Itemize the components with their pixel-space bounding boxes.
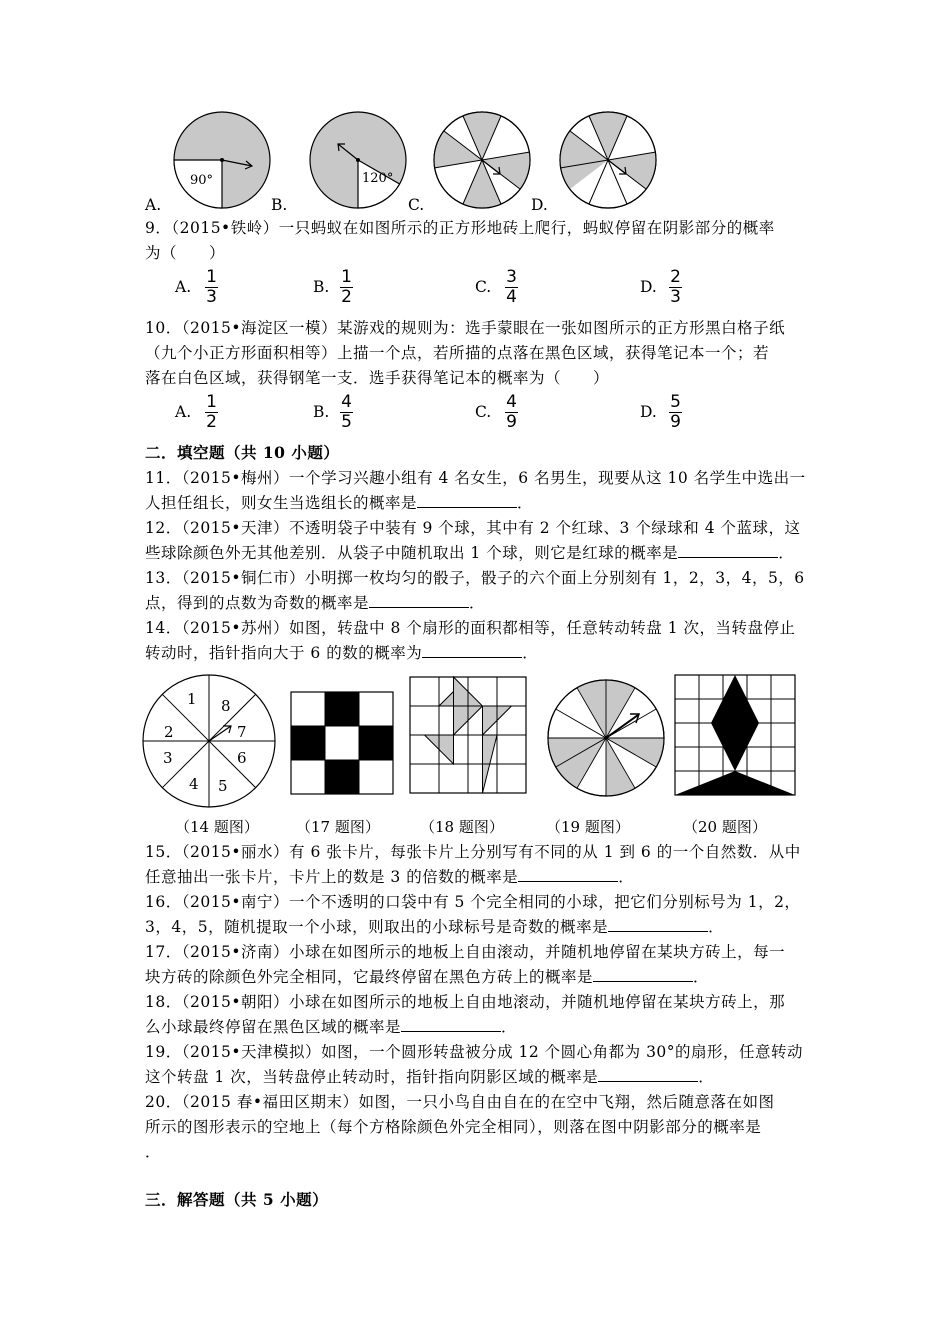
q10-option-a-label: A.	[175, 403, 192, 421]
q9-option-b-fraction: 1 2	[341, 267, 352, 308]
q9-option-d-label: D.	[640, 278, 657, 296]
q18-line-2: 么小球最终停留在黑色区域的概率是 ．	[145, 1018, 518, 1036]
q15-line-1: 15．（2015•丽水）有 6 张卡片，每张卡片上分别写有不同的从 1 到 6 的一个自然数．从中	[145, 843, 801, 861]
q19-line-1: 19．（2015•天津模拟）如图，一个圆形转盘被分成 12 个圆心角都为 30°的扇形，任意转动	[145, 1043, 804, 1061]
section-2-heading: 二．填空题（共 10 小题）	[145, 443, 340, 462]
q12-answer-blank[interactable]	[678, 543, 778, 558]
q10-option-b-label: B.	[313, 403, 330, 421]
q16-line-2: 3，4，5，随机提取一个小球，则取出的小球标号是奇数的概率是 ．	[145, 918, 725, 936]
fig-option-b: B.	[271, 196, 288, 214]
q9-option-c-label: C.	[475, 278, 492, 296]
q10-line-3: 落在白色区域，获得钢笔一支．选手获得笔记本的概率为（ ）	[145, 369, 610, 387]
wheel-14	[143, 675, 275, 807]
q11-line-1: 11．（2015•梅州）一个学习兴趣小组有 4 名女生，6 名男生，现要从这 10 名学生中选出一	[145, 469, 806, 487]
caption-18: （18 题图）	[420, 818, 504, 836]
q9-option-b-label: B.	[313, 278, 330, 296]
spinner-b-120	[310, 112, 406, 208]
wheel-14-number: 2	[164, 723, 174, 741]
spinner-a-90	[174, 112, 270, 208]
grid-20	[675, 675, 795, 795]
q19-answer-blank[interactable]	[598, 1067, 698, 1082]
wheel-14-number: 8	[221, 697, 231, 715]
q14-line-1: 14．（2015•苏州）如图，转盘中 8 个扇形的面积都相等，任意转动转盘 1 次，当转盘停止	[145, 619, 796, 637]
q9-option-d-fraction: 2 3	[670, 267, 681, 308]
q19-line-2: 这个转盘 1 次，当转盘停止转动时，指针指向阴影区域的概率是 ．	[145, 1068, 715, 1086]
caption-17: （17 题图）	[296, 818, 380, 836]
grid-17	[291, 692, 393, 794]
q13-line-1: 13．（2015•铜仁市）小明掷一枚均匀的骰子，骰子的六个面上分别刻有 1，2，3，4，5，6	[145, 569, 805, 587]
q20-line-3: ．	[145, 1143, 162, 1161]
wheel-14-number: 1	[187, 690, 197, 708]
wheel-14-number: 7	[237, 723, 247, 741]
q18-answer-blank[interactable]	[401, 1017, 501, 1032]
angle-label-120: 120°	[362, 171, 394, 186]
q16-line-1: 16．（2015•南宁）一个不透明的口袋中有 5 个完全相同的小球，把它们分别标号为 1，2，	[145, 893, 801, 911]
wheel-14-number: 3	[163, 749, 173, 767]
q16-answer-blank[interactable]	[608, 917, 708, 932]
q10-option-b-fraction: 4 5	[341, 392, 352, 433]
q10-option-d-label: D.	[640, 403, 657, 421]
caption-14: （14 题图）	[175, 818, 259, 836]
q15-line-2: 任意抽出一张卡片，卡片上的数是 3 的倍数的概率是 ．	[145, 868, 635, 886]
wheel-19	[548, 680, 664, 796]
fig-option-c: C.	[408, 196, 425, 214]
q17-answer-blank[interactable]	[593, 967, 693, 982]
q20-line-1: 20．（2015 春•福田区期末）如图，一只小鸟自由自在的在空中飞翔，然后随意落在如图	[145, 1093, 775, 1111]
q10-option-c-fraction: 4 9	[506, 392, 517, 433]
q14-line-2: 转动时，指针指向大于 6 的数的概率为 ．	[145, 644, 539, 662]
q9-option-c-fraction: 3 4	[506, 267, 517, 308]
angle-label-90: 90°	[190, 173, 214, 188]
q10-line-1: 10．（2015•海淀区一模）某游戏的规则为：选手蒙眼在一张如图所示的正方形黑白格子纸	[145, 319, 786, 337]
q11-line-2: 人担任组长，则女生当选组长的概率是 ．	[145, 494, 534, 512]
q12-line-2: 些球除颜色外无其他差别．从袋子中随机取出 1 个球，则它是红球的概率是 ．	[145, 544, 795, 562]
wheel-14-number: 6	[237, 749, 247, 767]
q17-line-2: 块方砖的除颜色外完全相同，它最终停留在黑色方砖上的概率是 ．	[145, 968, 710, 986]
spinner-d	[559, 112, 656, 208]
q9-option-a-fraction: 1 3	[206, 267, 217, 308]
q13-answer-blank[interactable]	[369, 593, 469, 608]
grid-18	[410, 677, 526, 793]
q20-line-2: 所示的图形表示的空地上（每个方格除颜色外完全相同），则落在图中阴影部分的概率是	[145, 1118, 762, 1136]
q12-line-1: 12．（2015•天津）不透明袋子中装有 9 个球，其中有 2 个红球、3 个绿球和 4 个蓝球，这	[145, 519, 801, 537]
q11-answer-blank[interactable]	[417, 493, 517, 508]
q18-line-1: 18．（2015•朝阳）小球在如图所示的地板上自由地滚动，并随机地停留在某块方砖上，那	[145, 993, 786, 1011]
middle-figures	[140, 672, 810, 812]
q9-line-2: 为（ ）	[145, 244, 226, 262]
q17-line-1: 17．（2015•济南）小球在如图所示的地板上自由滚动，并随机地停留在某块方砖上，每一	[145, 943, 786, 961]
q13-line-2: 点，得到的点数为奇数的概率是 ．	[145, 594, 486, 612]
q10-option-c-label: C.	[475, 403, 492, 421]
wheel-14-number: 4	[189, 775, 199, 793]
caption-19: （19 题图）	[546, 818, 630, 836]
q15-answer-blank[interactable]	[518, 867, 618, 882]
q9-line-1: 9．（2015•铁岭）一只蚂蚁在如图所示的正方形地砖上爬行，蚂蚁停留在阴影部分的概率	[145, 219, 775, 237]
spinner-c	[433, 112, 530, 208]
q10-option-a-fraction: 1 2	[206, 392, 217, 433]
section-3-heading: 三．解答题（共 5 小题）	[145, 1190, 329, 1209]
wheel-14-number: 5	[218, 777, 228, 795]
q10-option-d-fraction: 5 9	[670, 392, 681, 433]
caption-20: （20 题图）	[683, 818, 767, 836]
q10-line-2: （九个小正方形面积相等）上描一个点，若所描的点落在黑色区域，获得笔记本一个；若	[145, 344, 770, 362]
fig-option-a: A.	[145, 196, 162, 214]
fig-option-d: D.	[531, 196, 548, 214]
q14-answer-blank[interactable]	[422, 643, 522, 658]
q9-option-a-label: A.	[175, 278, 192, 296]
